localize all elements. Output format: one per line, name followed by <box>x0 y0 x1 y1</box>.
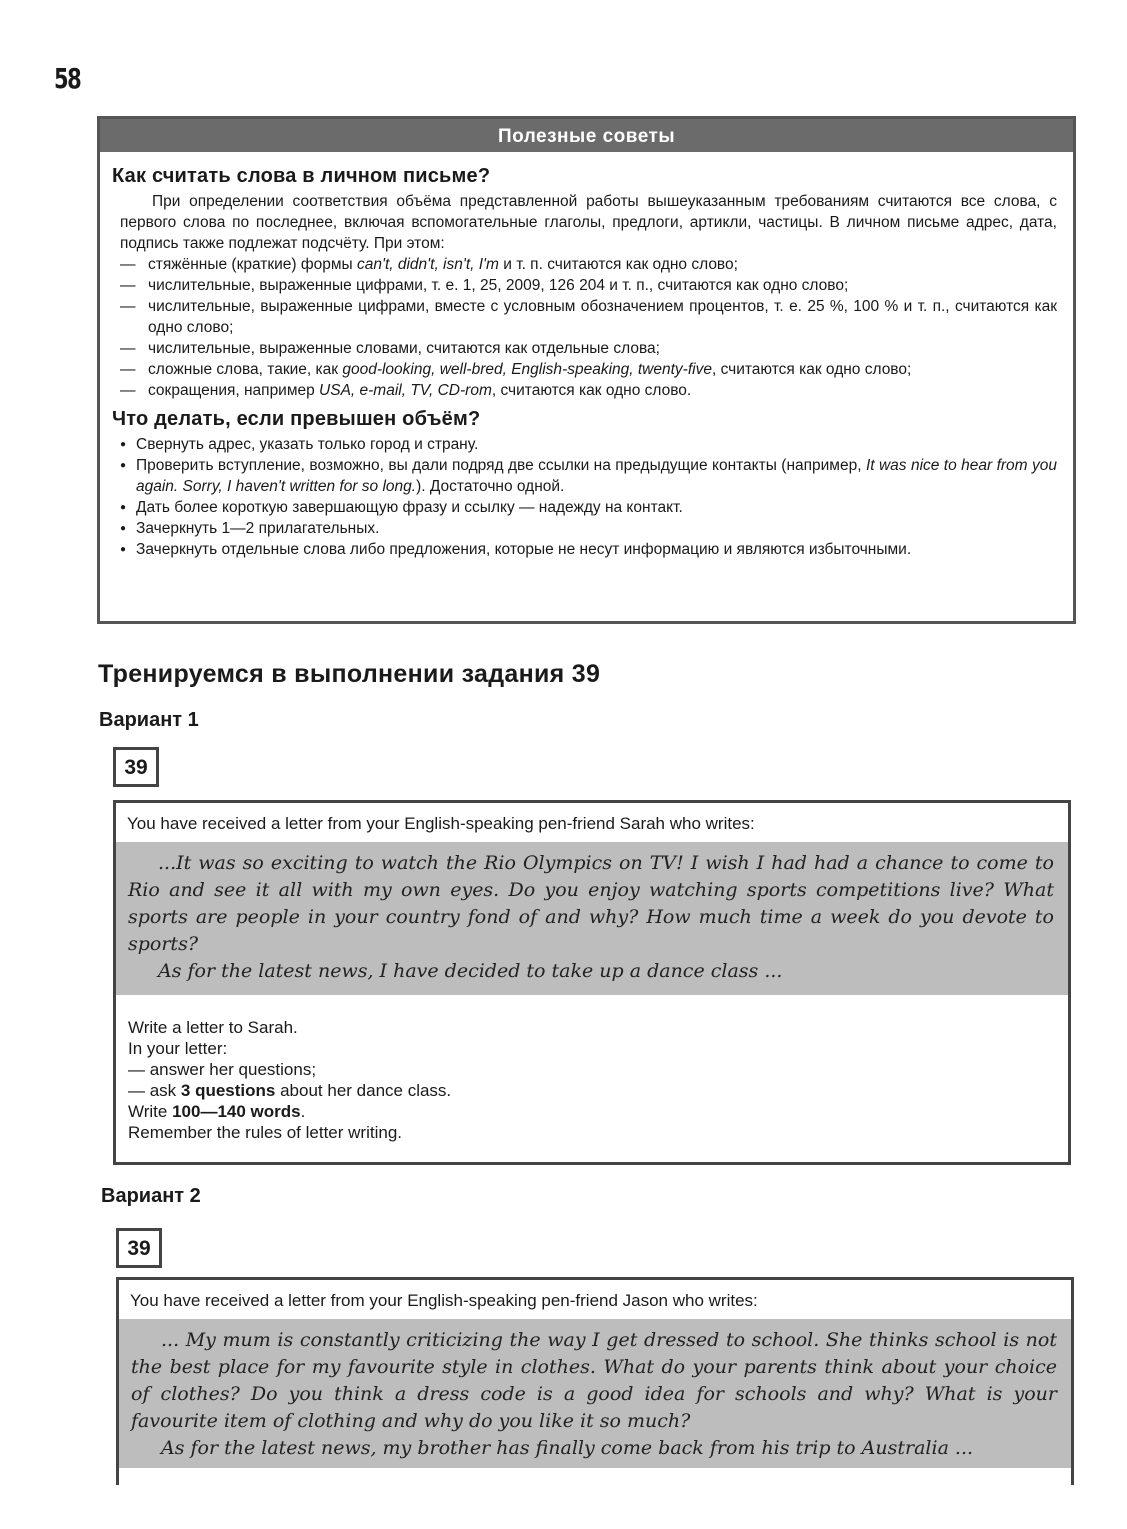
list-item: ● Свернуть адрес, указать только город и страну. <box>120 434 1057 455</box>
letter-paragraph: ... My mum is constantly criticizing the way I get dressed to school. She thinks school is not the best place for my favourite style in clothes. What do your parents think about your choice of clothes? Do you think a dress code is a good idea for schools and why? What is your favourite item of clothing and why do you like it so much? <box>131 1329 1057 1432</box>
training-section-title: Тренируемся в выполнении задания 39 <box>98 660 601 688</box>
task-intro: You have received a letter from your English-speaking pen-friend Jason who writes: <box>130 1291 758 1310</box>
task-number-badge: 39 <box>116 1228 162 1268</box>
list-item: — стяжённые (краткие) формы can't, didn't, isn't, I'm и т. п. считаются как одно слово; <box>120 254 1057 275</box>
letter-paragraph: As for the latest news, I have decided to take up a dance class ... <box>158 960 783 982</box>
reduce-length-tips-list <box>120 434 1057 560</box>
list-item: ● Дать более короткую завершающую фразу и ссылку — надежду на контакт. <box>120 497 1057 518</box>
variant-1-title: Вариант 1 <box>99 709 199 731</box>
letter-paragraph: ...It was so exciting to watch the Rio Olympics on TV! I wish I had had a chance to come to Rio and see it all with my own eyes. Do you enjoy watching sports competitions live? What sports are people in your country fond of and why? How much time a week do you devote to sports? <box>128 852 1054 955</box>
instruction-line: — ask 3 questions about her dance class. <box>128 1081 452 1100</box>
list-item: — числительные, выраженные цифрами, вместе с условным обозначением процентов, т. е. 25 %, 100 % и т. п., считаются как одно слово; <box>120 296 1057 338</box>
page-number: 58 <box>54 62 81 95</box>
instruction-line: Remember the rules of letter writing. <box>128 1123 402 1142</box>
instruction-line: — answer her questions; <box>128 1060 317 1079</box>
variant-2-task-box <box>116 1277 1074 1485</box>
list-item: ● Проверить вступление, возможно, вы дали подряд две ссылки на предыдущие контакты (например, It was nice to hear from you again. Sorry, I haven't written for so long.). Достаточно одной. <box>120 455 1057 497</box>
task-intro: You have received a letter from your English-speaking pen-friend Sarah who writes: <box>127 814 755 833</box>
pen-friend-letter <box>116 842 1068 995</box>
letter-paragraph: As for the latest news, my brother has finally come back from his trip to Australia ... <box>161 1437 974 1459</box>
variant-2-title: Вариант 2 <box>101 1185 201 1207</box>
instruction-line: In your letter: <box>128 1039 228 1058</box>
list-item: — числительные, выраженные цифрами, т. е. 1, 25, 2009, 126 204 и т. п., считаются как одно слово; <box>120 275 1057 296</box>
word-count-rules-list <box>120 254 1057 401</box>
instruction-line: Write a letter to Sarah. <box>128 1018 298 1037</box>
variant-1-task-box <box>113 800 1071 1165</box>
tips-intro-paragraph: При определении соответствия объёма представленной работы вышеуказанным требованиям считаются все слова, с первого слова по последнее, включая вспомогательные глаголы, предлоги, артикли, частицы. В личном письме адрес, дата, подпись также подлежат подсчёту. При этом: <box>120 193 1057 252</box>
task-number-badge: 39 <box>113 747 159 787</box>
list-item: — сокращения, например USA, e-mail, TV, CD-rom, считаются как одно слово. <box>120 380 1057 401</box>
instruction-line: Write 100—140 words. <box>128 1102 306 1121</box>
pen-friend-letter <box>119 1319 1071 1468</box>
useful-tips-box <box>97 116 1076 624</box>
list-item: — сложные слова, такие, как good-looking, well-bred, English-speaking, twenty-five, считаются как одно слово; <box>120 359 1057 380</box>
tips-heading-word-count: Как считать слова в личном письме? <box>112 165 491 187</box>
task-instructions <box>116 995 1068 1153</box>
tips-header: Полезные советы <box>100 119 1073 152</box>
list-item: ● Зачеркнуть отдельные слова либо предложения, которые не несут информацию и являются избыточными. <box>120 539 1057 560</box>
tips-heading-too-long: Что делать, если превышен объём? <box>112 408 481 430</box>
list-item: — числительные, выраженные словами, считаются как отдельные слова; <box>120 338 1057 359</box>
list-item: ● Зачеркнуть 1—2 прилагательных. <box>120 518 1057 539</box>
